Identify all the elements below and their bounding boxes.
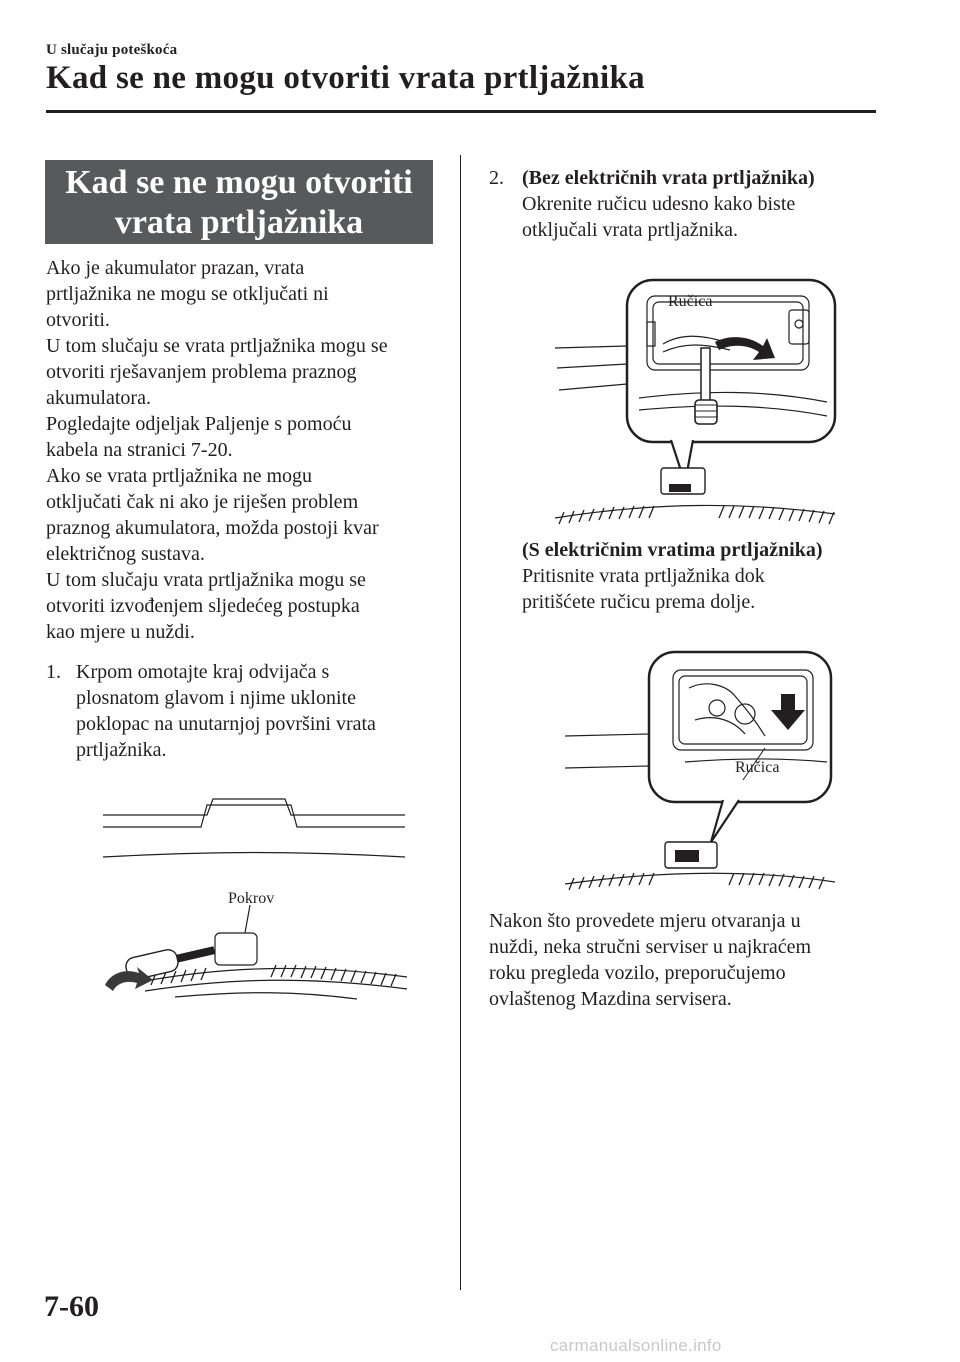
intro-line: praznog akumulatora, možda postoji kvar bbox=[46, 517, 379, 539]
lever-label-2: Ručica bbox=[735, 759, 780, 776]
lever-label: Ručica bbox=[668, 293, 713, 310]
intro-line: Ako je akumulator prazan, vrata bbox=[46, 257, 305, 279]
watermark: carmanualsonline.info bbox=[550, 1336, 722, 1355]
intro-line: kao mjere u nuždi. bbox=[46, 621, 195, 643]
lever-press-illustration bbox=[565, 650, 840, 895]
intro-line: otvoriti rješavanjem problema praznog bbox=[46, 361, 357, 383]
intro-line: Pogledajte odjeljak Paljenje s pomoću bbox=[46, 413, 352, 435]
step-2-line: otključali vrata prtljažnika. bbox=[522, 219, 739, 241]
step-2b-heading: (S električnim vratima prtljažnika) bbox=[522, 539, 823, 561]
intro-line: otvoriti. bbox=[46, 309, 110, 331]
lever-turn-illustration bbox=[555, 278, 845, 528]
section-title-line-1: Kad se ne mogu otvoriti bbox=[65, 164, 413, 201]
step-2-text bbox=[522, 165, 815, 243]
step-2b-text bbox=[522, 537, 823, 615]
intro-line: U tom slučaju vrata prtljažnika mogu se bbox=[46, 569, 366, 591]
intro-line: Ako se vrata prtljažnika ne mogu bbox=[46, 465, 313, 487]
step-1-number: 1. bbox=[46, 661, 61, 683]
intro-line: otvoriti izvođenjem sljedećeg postupka bbox=[46, 595, 360, 617]
closing-line: nuždi, neka stručni serviser u najkraćem bbox=[489, 936, 812, 958]
step-2b-line: pritišćete ručicu prema dolje. bbox=[522, 591, 756, 613]
column-divider bbox=[460, 155, 461, 1290]
section-title-line-2: vrata prtljažnika bbox=[114, 204, 364, 241]
intro-text bbox=[46, 255, 446, 645]
closing-note bbox=[489, 908, 811, 1012]
intro-line: prtljažnika ne mogu se otključati ni bbox=[46, 283, 329, 305]
step-1-line: poklopac na unutarnjoj površini vrata bbox=[76, 713, 376, 735]
section-title-box bbox=[45, 160, 433, 244]
page-title: Kad se ne mogu otvoriti vrata prtljažnika bbox=[46, 60, 645, 96]
heading-rule bbox=[46, 110, 876, 113]
intro-line: otključati čak ni ako je riješen problem bbox=[46, 491, 359, 513]
page-number: 7-60 bbox=[44, 1290, 99, 1323]
step-1-line: Krpom omotajte kraj odvijača s bbox=[76, 661, 330, 683]
step-1-line: prtljažnika. bbox=[76, 739, 167, 761]
cover-removal-illustration bbox=[95, 785, 415, 1010]
closing-line: ovlaštenog Mazdina servisera. bbox=[489, 988, 732, 1010]
step-1-text bbox=[76, 659, 376, 763]
intro-line: U tom slučaju se vrata prtljažnika mogu se bbox=[46, 335, 388, 357]
step-1-line: plosnatom glavom i njime uklonite bbox=[76, 687, 356, 709]
step-2-number: 2. bbox=[489, 167, 504, 189]
intro-line: akumulatora. bbox=[46, 387, 151, 409]
step-2-line: Okrenite ručicu udesno kako biste bbox=[522, 193, 796, 215]
cover-label: Pokrov bbox=[228, 890, 275, 907]
step-2b-line: Pritisnite vrata prtljažnika dok bbox=[522, 565, 765, 587]
intro-line: električnog sustava. bbox=[46, 543, 205, 565]
intro-line: kabela na stranici 7-20. bbox=[46, 439, 233, 461]
step-2-heading: (Bez električnih vrata prtljažnika) bbox=[522, 167, 815, 189]
closing-line: Nakon što provedete mjeru otvaranja u bbox=[489, 910, 801, 932]
closing-line: roku pregleda vozilo, preporučujemo bbox=[489, 962, 786, 984]
section-label: U slučaju poteškoća bbox=[46, 42, 178, 58]
